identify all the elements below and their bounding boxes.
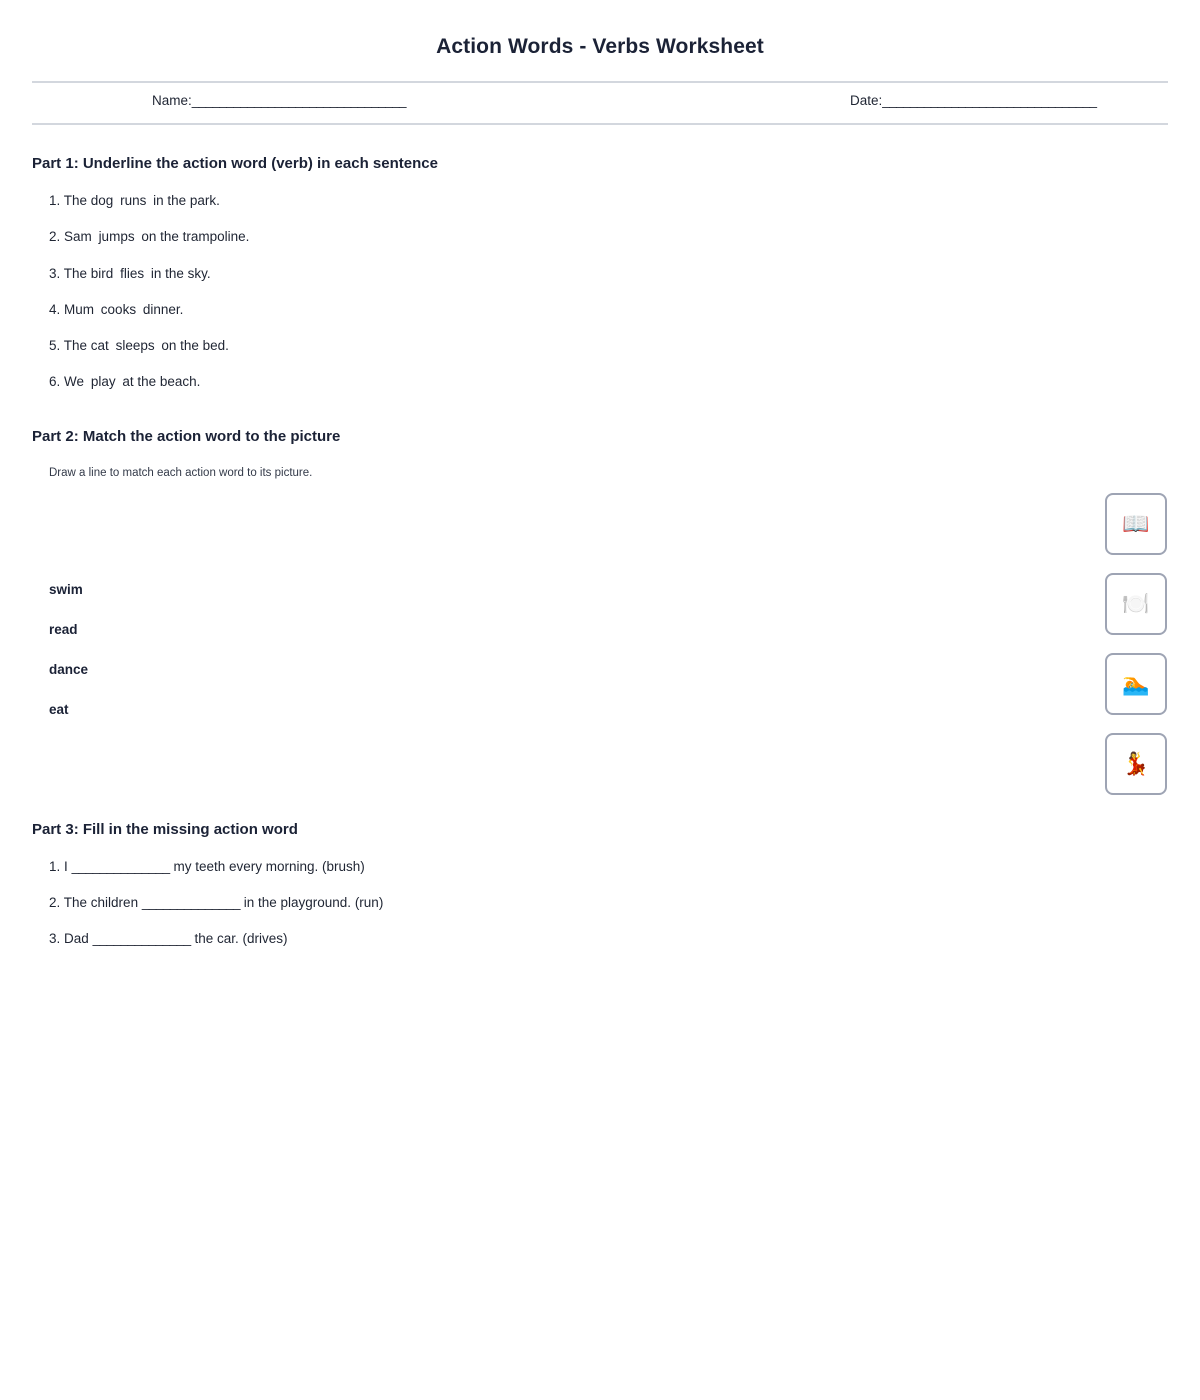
- blank-input-line[interactable]: ______________: [141, 895, 240, 911]
- sentence-item[interactable]: [32, 374, 1168, 390]
- name-input-line[interactable]: _______________________________: [191, 93, 406, 109]
- sentence-item[interactable]: [32, 338, 1168, 354]
- blank-input-line[interactable]: ______________: [71, 859, 170, 875]
- sentence-item[interactable]: [32, 302, 1168, 318]
- part-1-sentence-list: [32, 193, 1168, 390]
- swimmer-icon: 🏊: [1122, 671, 1150, 697]
- date-input-line[interactable]: _______________________________: [882, 93, 1097, 109]
- part-2-section: [32, 390, 1168, 793]
- open-book-icon: 📖: [1122, 511, 1150, 537]
- sentence-verb[interactable]: sleeps: [115, 337, 155, 353]
- sentence-verb[interactable]: jumps: [98, 229, 135, 245]
- match-word-column: [49, 583, 88, 743]
- sentence-number: 2.: [49, 895, 61, 911]
- sentence-item[interactable]: [32, 193, 1168, 209]
- sentence-before: We: [64, 374, 85, 390]
- sentence-before: I: [64, 859, 68, 875]
- part-2-instruction: Draw a line to match each action word to its picture.: [49, 467, 313, 480]
- sentence-before: Mum: [64, 301, 95, 317]
- sentence-verb[interactable]: cooks: [100, 301, 137, 317]
- match-word-eat[interactable]: eat: [49, 702, 69, 718]
- picture-box[interactable]: [1105, 653, 1167, 715]
- matching-exercise-area[interactable]: [32, 481, 1168, 793]
- part-1-section: [32, 125, 1168, 390]
- blank-input-line[interactable]: ______________: [92, 931, 191, 947]
- picture-box[interactable]: [1105, 733, 1167, 795]
- sentence-verb[interactable]: play: [90, 374, 116, 390]
- part-2-heading: Part 2: Match the action word to the picture: [32, 428, 341, 446]
- fill-blank-item[interactable]: [32, 931, 1168, 947]
- sentence-verb[interactable]: runs: [120, 193, 147, 209]
- sentence-number: 1.: [49, 193, 61, 209]
- sentence-before: Sam: [64, 229, 92, 245]
- match-word-read[interactable]: read: [49, 622, 78, 638]
- sentence-item[interactable]: [32, 229, 1168, 245]
- picture-box[interactable]: [1105, 493, 1167, 555]
- part-3-section: [32, 793, 1168, 948]
- sentence-after: on the bed.: [161, 337, 229, 353]
- sentence-item[interactable]: [32, 266, 1168, 282]
- date-field[interactable]: [850, 93, 1096, 108]
- match-word-dance[interactable]: dance: [49, 662, 89, 678]
- match-picture-column: [1105, 493, 1167, 813]
- dancer-icon: 💃: [1122, 751, 1150, 777]
- sentence-after: on the trampoline.: [141, 229, 250, 245]
- sentence-number: 1.: [49, 859, 61, 875]
- sentence-before: Dad: [64, 931, 89, 947]
- fill-blank-item[interactable]: [32, 895, 1168, 911]
- sentence-after: the car. (drives): [194, 931, 288, 947]
- part-3-heading: Part 3: Fill in the missing action word: [32, 821, 298, 839]
- fill-blank-item[interactable]: [32, 859, 1168, 875]
- date-label: Date:: [850, 93, 883, 109]
- sentence-number: 4.: [49, 301, 61, 317]
- sentence-number: 6.: [49, 374, 61, 390]
- part-1-heading: Part 1: Underline the action word (verb) in each sentence: [32, 155, 438, 173]
- sentence-before: The bird: [63, 265, 114, 281]
- sentence-before: The cat: [63, 337, 109, 353]
- sentence-after: dinner.: [142, 301, 184, 317]
- sentence-after: at the beach.: [122, 374, 201, 390]
- match-word-swim[interactable]: swim: [49, 582, 83, 598]
- sentence-number: 3.: [49, 931, 61, 947]
- name-date-row: [32, 83, 1168, 123]
- sentence-after: in the playground. (run): [243, 895, 384, 911]
- sentence-verb[interactable]: flies: [120, 265, 145, 281]
- part-3-sentence-list: [32, 859, 1168, 948]
- fork-knife-plate-icon: 🍽️: [1122, 591, 1150, 617]
- sentence-after: in the sky.: [150, 265, 211, 281]
- sentence-before: The children: [63, 895, 139, 911]
- picture-box[interactable]: [1105, 573, 1167, 635]
- sentence-after: in the park.: [153, 193, 220, 209]
- sentence-before: The dog: [63, 193, 114, 209]
- sentence-number: 5.: [49, 337, 61, 353]
- sentence-after: my teeth every morning. (brush): [173, 859, 365, 875]
- name-field[interactable]: [152, 93, 406, 108]
- name-label: Name:: [152, 93, 192, 109]
- sentence-number: 2.: [49, 229, 61, 245]
- sentence-number: 3.: [49, 265, 61, 281]
- page-title: Action Words - Verbs Worksheet: [436, 35, 764, 58]
